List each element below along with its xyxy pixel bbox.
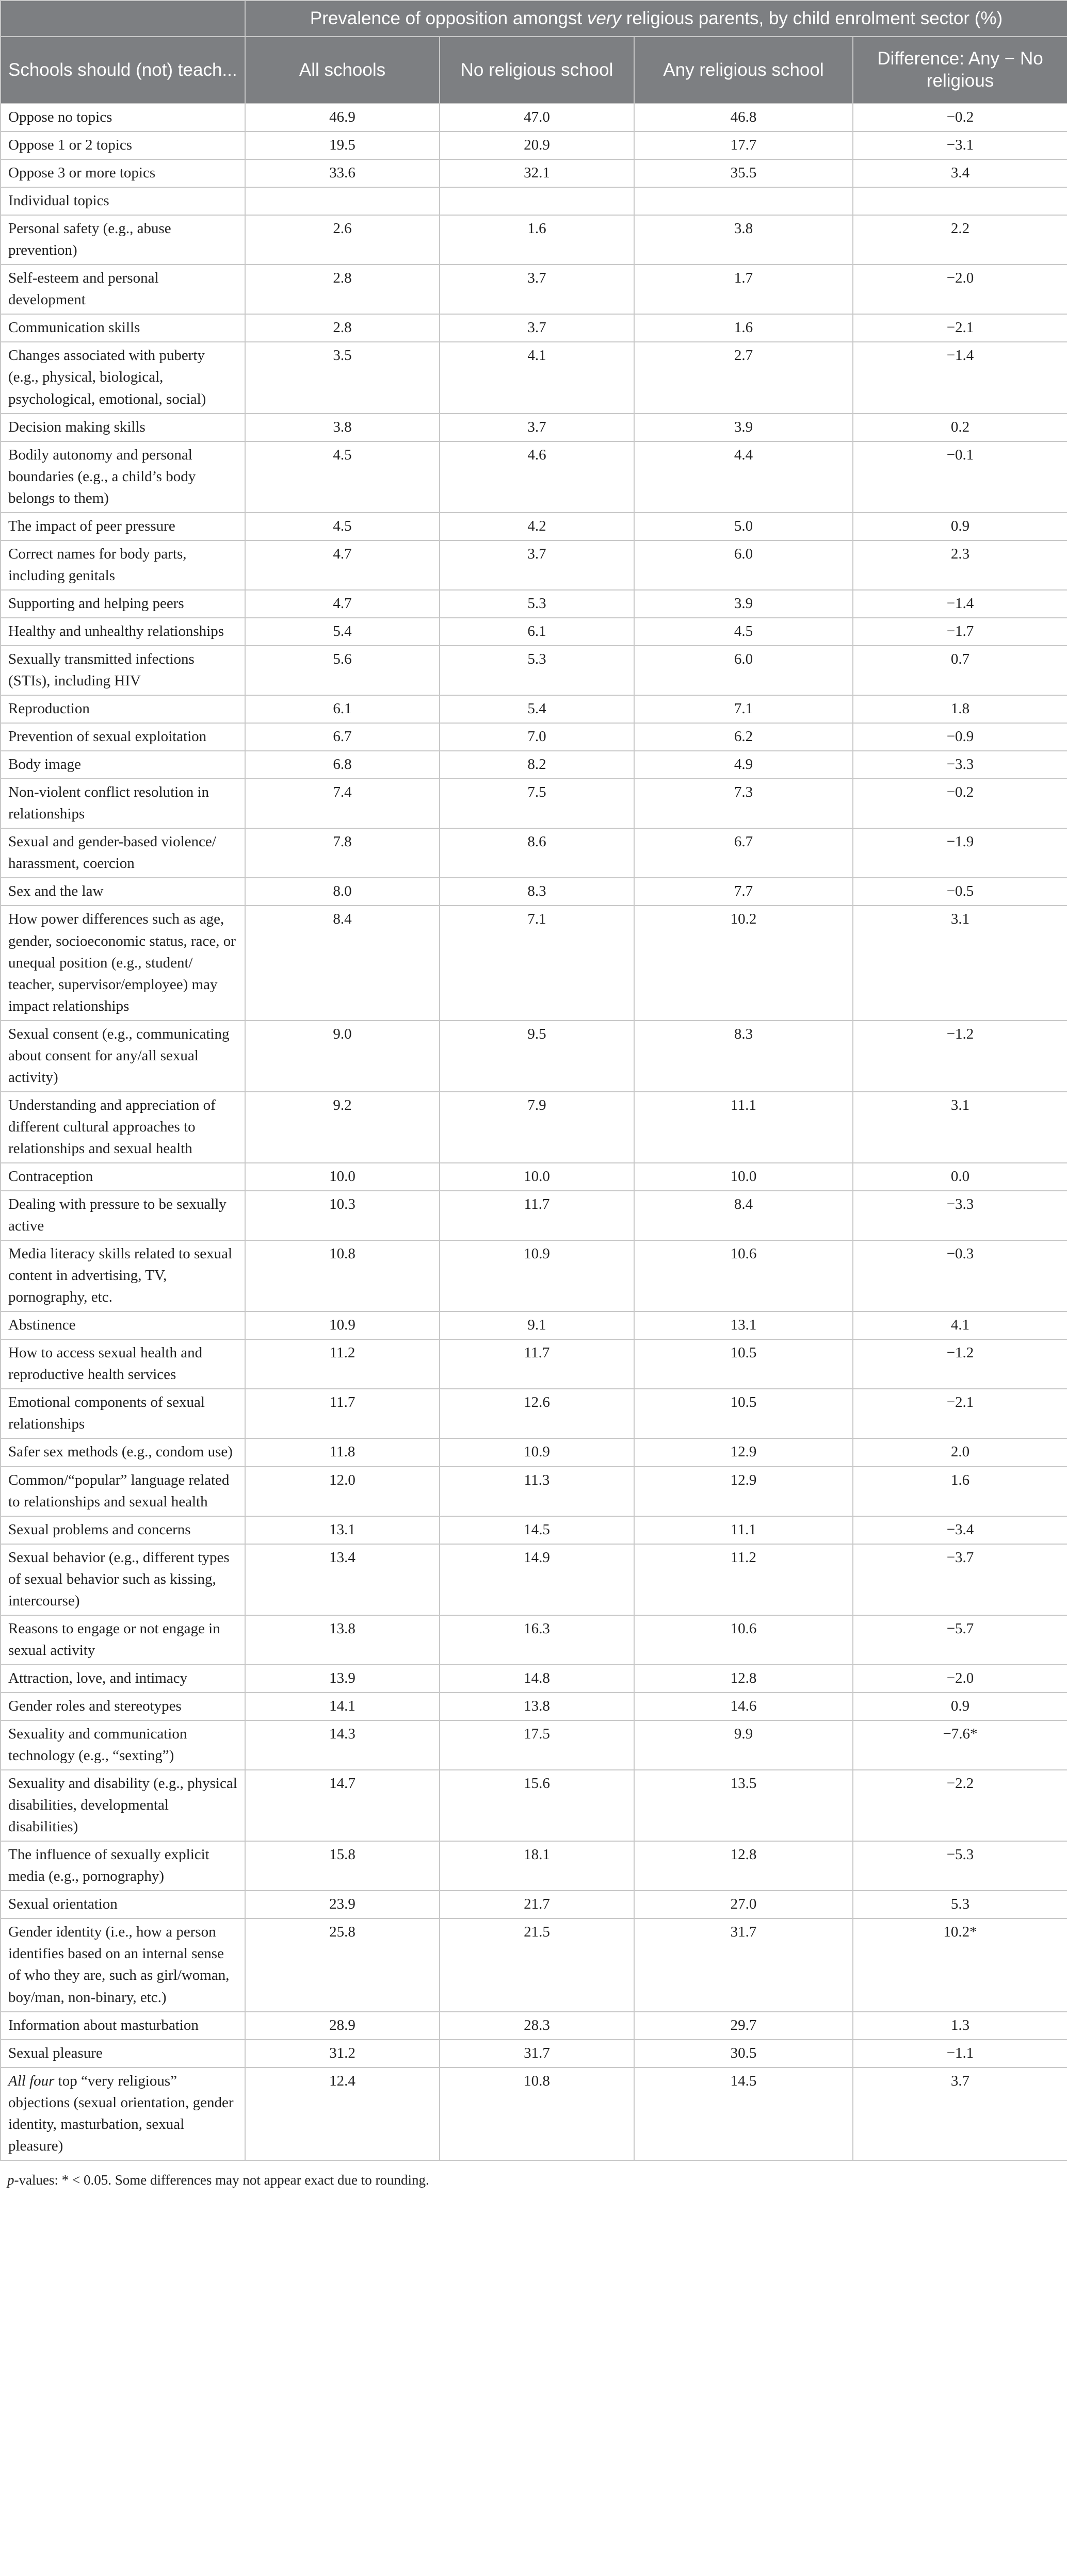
cell-value: 5.6 xyxy=(245,646,440,695)
topic-row xyxy=(1,1665,1067,1693)
row-label: Sexual consent (e.g., communicating about consent for any/all sexual activity) xyxy=(1,1021,245,1092)
cell-value: 11.1 xyxy=(634,1092,853,1163)
cell-value: 17.5 xyxy=(440,1720,634,1770)
row-label: Gender identity (i.e., how a person identifies based on an internal sense of who they are, such as girl/woman, boy/man, non-binary, etc.) xyxy=(1,1918,245,2011)
cell-value: 14.6 xyxy=(634,1693,853,1720)
row-label-text: top “very religious” objections (sexual orientation, gender identity, masturbation, sexual pleasure) xyxy=(8,2072,234,2154)
column-header: Any religious school xyxy=(634,37,853,104)
cell-value: 10.9 xyxy=(245,1311,440,1339)
topic-row xyxy=(1,646,1067,695)
row-label: Changes associated with puberty (e.g., physical, biological, psychological, emotional, social) xyxy=(1,342,245,413)
column-spanner: Prevalence of opposition amongst very religious parents, by child enrolment sector (%) xyxy=(245,1,1067,37)
topic-row xyxy=(1,540,1067,590)
cell-value: 2.3 xyxy=(853,540,1067,590)
row-label: Correct names for body parts, including genitals xyxy=(1,540,245,590)
row-label: The impact of peer pressure xyxy=(1,513,245,540)
cell-value: 3.7 xyxy=(853,2068,1067,2160)
row-label: Sexual problems and concerns xyxy=(1,1516,245,1544)
row-label: Body image xyxy=(1,751,245,779)
cell-value: −3.3 xyxy=(853,751,1067,779)
cell-value: 2.0 xyxy=(853,1438,1067,1466)
cell-value: 2.8 xyxy=(245,314,440,342)
cell-value: 14.9 xyxy=(440,1544,634,1615)
cell-empty xyxy=(634,187,853,215)
cell-value: 12.9 xyxy=(634,1467,853,1516)
row-label: Sexual behavior (e.g., different types of sexual behavior such as kissing, intercourse) xyxy=(1,1544,245,1615)
cell-value: 12.8 xyxy=(634,1841,853,1891)
topic-row xyxy=(1,1438,1067,1466)
row-label xyxy=(1,2068,245,2160)
cell-value: 29.7 xyxy=(634,2012,853,2040)
cell-value: 10.5 xyxy=(634,1389,853,1438)
cell-value: 6.7 xyxy=(245,723,440,751)
topic-row xyxy=(1,1720,1067,1770)
cell-value: 7.1 xyxy=(440,906,634,1020)
cell-value: 23.9 xyxy=(245,1891,440,1918)
cell-value: 3.1 xyxy=(853,1092,1067,1163)
row-label: Sexually transmitted infections (STIs), including HIV xyxy=(1,646,245,695)
cell-value: −3.7 xyxy=(853,1544,1067,1615)
cell-value: 1.8 xyxy=(853,695,1067,723)
row-label: Attraction, love, and intimacy xyxy=(1,1665,245,1693)
cell-value: 13.8 xyxy=(245,1615,440,1665)
row-label: Sexual pleasure xyxy=(1,2040,245,2068)
cell-value: 28.3 xyxy=(440,2012,634,2040)
topic-row xyxy=(1,1615,1067,1665)
cell-value: 3.8 xyxy=(634,215,853,265)
row-label: Safer sex methods (e.g., condom use) xyxy=(1,1438,245,1466)
cell-value: 4.4 xyxy=(634,441,853,513)
cell-value: 13.4 xyxy=(245,1544,440,1615)
stub-header: Schools should (not) teach... xyxy=(1,37,245,104)
cell-value: 3.7 xyxy=(440,414,634,441)
cell-value: 8.0 xyxy=(245,878,440,906)
cell-value: 11.7 xyxy=(440,1339,634,1389)
cell-value: 12.6 xyxy=(440,1389,634,1438)
cell-value: 6.1 xyxy=(245,695,440,723)
topic-row xyxy=(1,878,1067,906)
cell-value: 12.9 xyxy=(634,1438,853,1466)
cell-value: 1.7 xyxy=(634,265,853,314)
cell-value: −3.1 xyxy=(853,132,1067,159)
row-label: Decision making skills xyxy=(1,414,245,441)
cell-value: 13.8 xyxy=(440,1693,634,1720)
row-label: Abstinence xyxy=(1,1311,245,1339)
cell-value: 9.9 xyxy=(634,1720,853,1770)
row-label: Emotional components of sexual relationships xyxy=(1,1389,245,1438)
topic-row xyxy=(1,441,1067,513)
topic-row xyxy=(1,618,1067,646)
cell-value: −2.1 xyxy=(853,1389,1067,1438)
cell-value: −2.0 xyxy=(853,265,1067,314)
cell-value: 21.7 xyxy=(440,1891,634,1918)
topic-row xyxy=(1,1339,1067,1389)
row-label: Oppose 1 or 2 topics xyxy=(1,132,245,159)
row-label: Reproduction xyxy=(1,695,245,723)
cell-value: 9.1 xyxy=(440,1311,634,1339)
cell-value: 33.6 xyxy=(245,159,440,187)
cell-value: 2.2 xyxy=(853,215,1067,265)
column-header: Difference: Any − No religious xyxy=(853,37,1067,104)
summary-row xyxy=(1,132,1067,159)
cell-value: 10.6 xyxy=(634,1615,853,1665)
column-header: No religious school xyxy=(440,37,634,104)
cell-value: 9.5 xyxy=(440,1021,634,1092)
cell-value: −1.2 xyxy=(853,1339,1067,1389)
topic-row xyxy=(1,1163,1067,1191)
cell-value: 8.6 xyxy=(440,828,634,878)
column-header: All schools xyxy=(245,37,440,104)
cell-value: 3.4 xyxy=(853,159,1067,187)
cell-empty xyxy=(440,187,634,215)
topic-row xyxy=(1,1240,1067,1311)
cell-value: 14.5 xyxy=(440,1516,634,1544)
cell-value: 11.2 xyxy=(245,1339,440,1389)
cell-value: 3.7 xyxy=(440,540,634,590)
row-label: Oppose no topics xyxy=(1,104,245,132)
cell-value: 11.7 xyxy=(245,1389,440,1438)
cell-value: 10.9 xyxy=(440,1240,634,1311)
cell-value: 11.3 xyxy=(440,1467,634,1516)
cell-value: 10.0 xyxy=(634,1163,853,1191)
cell-value: 46.8 xyxy=(634,104,853,132)
cell-value: 1.6 xyxy=(853,1467,1067,1516)
cell-value: −0.1 xyxy=(853,441,1067,513)
cell-value: 7.5 xyxy=(440,779,634,828)
row-label: Information about masturbation xyxy=(1,2012,245,2040)
cell-value: 11.8 xyxy=(245,1438,440,1466)
cell-value: 20.9 xyxy=(440,132,634,159)
cell-value: 11.2 xyxy=(634,1544,853,1615)
row-label: How to access sexual health and reproductive health services xyxy=(1,1339,245,1389)
cell-value: 31.2 xyxy=(245,2040,440,2068)
cell-value: −1.9 xyxy=(853,828,1067,878)
row-label: Oppose 3 or more topics xyxy=(1,159,245,187)
cell-value: 5.0 xyxy=(634,513,853,540)
cell-value: 4.1 xyxy=(440,342,634,413)
cell-value: 6.7 xyxy=(634,828,853,878)
cell-value: 12.0 xyxy=(245,1467,440,1516)
topic-row xyxy=(1,590,1067,618)
topic-row xyxy=(1,2012,1067,2040)
topic-row xyxy=(1,1841,1067,1891)
cell-value: 13.5 xyxy=(634,1770,853,1841)
table-body xyxy=(1,104,1067,2160)
cell-value: −2.0 xyxy=(853,1665,1067,1693)
cell-value: 8.3 xyxy=(634,1021,853,1092)
cell-value: 9.2 xyxy=(245,1092,440,1163)
header-empty-stub xyxy=(1,1,245,37)
cell-value: 3.7 xyxy=(440,314,634,342)
cell-value: 27.0 xyxy=(634,1891,853,1918)
cell-value: 10.8 xyxy=(440,2068,634,2160)
cell-value: 46.9 xyxy=(245,104,440,132)
cell-value: 15.8 xyxy=(245,1841,440,1891)
topic-row xyxy=(1,751,1067,779)
cell-value: 7.3 xyxy=(634,779,853,828)
cell-value: 18.1 xyxy=(440,1841,634,1891)
row-label: Sexuality and disability (e.g., physical disabilities, developmental disabilities) xyxy=(1,1770,245,1841)
cell-value: 8.4 xyxy=(634,1191,853,1240)
topic-row xyxy=(1,1092,1067,1163)
row-label: How power differences such as age, gender, socioeconomic status, race, or unequal position (e.g., student/ teacher, supervisor/employee) may impact relationships xyxy=(1,906,245,1020)
cell-value: 7.0 xyxy=(440,723,634,751)
row-label: Reasons to engage or not engage in sexual activity xyxy=(1,1615,245,1665)
cell-value: 2.8 xyxy=(245,265,440,314)
cell-value: 1.6 xyxy=(634,314,853,342)
cell-value: 7.7 xyxy=(634,878,853,906)
cell-value: 13.1 xyxy=(245,1516,440,1544)
cell-value: 28.9 xyxy=(245,2012,440,2040)
cell-empty xyxy=(245,187,440,215)
cell-value: −3.3 xyxy=(853,1191,1067,1240)
cell-value: 8.3 xyxy=(440,878,634,906)
cell-value: 10.2* xyxy=(853,1918,1067,2011)
cell-value: 14.1 xyxy=(245,1693,440,1720)
topic-row xyxy=(1,1544,1067,1615)
cell-value: 6.1 xyxy=(440,618,634,646)
section-header-row xyxy=(1,187,1067,215)
cell-value: 2.6 xyxy=(245,215,440,265)
cell-value: 0.7 xyxy=(853,646,1067,695)
topic-row xyxy=(1,1467,1067,1516)
cell-value: 0.2 xyxy=(853,414,1067,441)
topic-row xyxy=(1,2040,1067,2068)
row-label: Communication skills xyxy=(1,314,245,342)
cell-value: −2.2 xyxy=(853,1770,1067,1841)
cell-value: 10.0 xyxy=(245,1163,440,1191)
header-row-spanner xyxy=(1,1,1067,37)
row-label: Dealing with pressure to be sexually active xyxy=(1,1191,245,1240)
cell-value: 5.3 xyxy=(440,646,634,695)
topic-row xyxy=(1,414,1067,441)
cell-value: −5.3 xyxy=(853,1841,1067,1891)
row-label: Contraception xyxy=(1,1163,245,1191)
cell-value: −0.5 xyxy=(853,878,1067,906)
summary-row xyxy=(1,104,1067,132)
row-label: The influence of sexually explicit media (e.g., pornography) xyxy=(1,1841,245,1891)
row-label: Supporting and helping peers xyxy=(1,590,245,618)
topic-row xyxy=(1,1191,1067,1240)
cell-value: −5.7 xyxy=(853,1615,1067,1665)
cell-value: −0.3 xyxy=(853,1240,1067,1311)
cell-value: 1.3 xyxy=(853,2012,1067,2040)
cell-value: 5.4 xyxy=(245,618,440,646)
row-label: Prevention of sexual exploitation xyxy=(1,723,245,751)
row-label: Bodily autonomy and personal boundaries (e.g., a child’s body belongs to them) xyxy=(1,441,245,513)
cell-value: −1.2 xyxy=(853,1021,1067,1092)
cell-value: 7.8 xyxy=(245,828,440,878)
cell-value: 15.6 xyxy=(440,1770,634,1841)
cell-value: 13.9 xyxy=(245,1665,440,1693)
cell-value: 6.8 xyxy=(245,751,440,779)
cell-value: 31.7 xyxy=(440,2040,634,2068)
row-label: Common/“popular” language related to relationships and sexual health xyxy=(1,1467,245,1516)
topic-row xyxy=(1,1693,1067,1720)
topic-row xyxy=(1,779,1067,828)
cell-value: 3.7 xyxy=(440,265,634,314)
cell-value: 12.8 xyxy=(634,1665,853,1693)
row-label: Individual topics xyxy=(1,187,245,215)
cell-value: 4.7 xyxy=(245,540,440,590)
topic-row xyxy=(1,314,1067,342)
cell-value: −0.2 xyxy=(853,104,1067,132)
cell-value: 5.4 xyxy=(440,695,634,723)
cell-value: 3.5 xyxy=(245,342,440,413)
cell-value: 10.2 xyxy=(634,906,853,1020)
cell-value: 1.6 xyxy=(440,215,634,265)
cell-value: 19.5 xyxy=(245,132,440,159)
summary-row xyxy=(1,159,1067,187)
cell-value: 10.6 xyxy=(634,1240,853,1311)
cell-value: 0.9 xyxy=(853,1693,1067,1720)
cell-value: 4.6 xyxy=(440,441,634,513)
table-footnote: p-values: * < 0.05. Some differences may not appear exact due to rounding. xyxy=(7,2172,429,2188)
cell-value: 25.8 xyxy=(245,1918,440,2011)
topic-row xyxy=(1,1021,1067,1092)
row-label: Sexual and gender-based violence/ harassment, coercion xyxy=(1,828,245,878)
cell-value: 10.5 xyxy=(634,1339,853,1389)
topic-row xyxy=(1,1770,1067,1841)
cell-value: 6.2 xyxy=(634,723,853,751)
cell-value: 4.1 xyxy=(853,1311,1067,1339)
cell-value: 35.5 xyxy=(634,159,853,187)
header-row-columns xyxy=(1,37,1067,104)
cell-value: 32.1 xyxy=(440,159,634,187)
row-label: Sexual orientation xyxy=(1,1891,245,1918)
topic-row xyxy=(1,828,1067,878)
cell-value: 4.5 xyxy=(245,513,440,540)
cell-value: 2.7 xyxy=(634,342,853,413)
cell-value: 10.3 xyxy=(245,1191,440,1240)
row-label-emphasis: All four xyxy=(8,2072,55,2089)
topic-row xyxy=(1,1389,1067,1438)
cell-value: 7.9 xyxy=(440,1092,634,1163)
topic-row xyxy=(1,1311,1067,1339)
cell-value: 10.0 xyxy=(440,1163,634,1191)
cell-value: 14.3 xyxy=(245,1720,440,1770)
topic-row xyxy=(1,1918,1067,2011)
cell-value: −0.2 xyxy=(853,779,1067,828)
cell-value: 3.1 xyxy=(853,906,1067,1020)
cell-empty xyxy=(853,187,1067,215)
row-label: Personal safety (e.g., abuse prevention) xyxy=(1,215,245,265)
cell-value: −2.1 xyxy=(853,314,1067,342)
cell-value: 14.7 xyxy=(245,1770,440,1841)
cell-value: 11.1 xyxy=(634,1516,853,1544)
topic-row xyxy=(1,265,1067,314)
cell-value: 3.8 xyxy=(245,414,440,441)
cell-value: −7.6* xyxy=(853,1720,1067,1770)
topic-row xyxy=(1,695,1067,723)
row-label: Sexuality and communication technology (e.g., “sexting”) xyxy=(1,1720,245,1770)
cell-value: −1.4 xyxy=(853,342,1067,413)
cell-value: 4.5 xyxy=(634,618,853,646)
cell-value: 4.7 xyxy=(245,590,440,618)
cell-value: 4.2 xyxy=(440,513,634,540)
cell-value: 4.9 xyxy=(634,751,853,779)
cell-value: 3.9 xyxy=(634,414,853,441)
cell-value: 12.4 xyxy=(245,2068,440,2160)
cell-value: −1.1 xyxy=(853,2040,1067,2068)
topic-row xyxy=(1,513,1067,540)
cell-value: −1.7 xyxy=(853,618,1067,646)
cell-value: −1.4 xyxy=(853,590,1067,618)
cell-value: 21.5 xyxy=(440,1918,634,2011)
cell-value: 4.5 xyxy=(245,441,440,513)
row-label: Understanding and appreciation of different cultural approaches to relationships and sexual health xyxy=(1,1092,245,1163)
cell-value: 10.9 xyxy=(440,1438,634,1466)
cell-value: 47.0 xyxy=(440,104,634,132)
cell-value: 14.5 xyxy=(634,2068,853,2160)
cell-value: 11.7 xyxy=(440,1191,634,1240)
row-label: Self-esteem and personal development xyxy=(1,265,245,314)
cell-value: 7.4 xyxy=(245,779,440,828)
topic-row xyxy=(1,342,1067,413)
cell-value: 17.7 xyxy=(634,132,853,159)
cell-value: 10.8 xyxy=(245,1240,440,1311)
cell-value: 13.1 xyxy=(634,1311,853,1339)
cell-value: 0.9 xyxy=(853,513,1067,540)
cell-value: 0.0 xyxy=(853,1163,1067,1191)
cell-value: 14.8 xyxy=(440,1665,634,1693)
cell-value: 5.3 xyxy=(853,1891,1067,1918)
cell-value: 7.1 xyxy=(634,695,853,723)
row-label: Non-violent conflict resolution in relationships xyxy=(1,779,245,828)
row-label: Media literacy skills related to sexual content in advertising, TV, pornography, etc. xyxy=(1,1240,245,1311)
row-label: Healthy and unhealthy relationships xyxy=(1,618,245,646)
row-label: Sex and the law xyxy=(1,878,245,906)
topic-row xyxy=(1,1891,1067,1918)
cell-value: 6.0 xyxy=(634,540,853,590)
cell-value: 5.3 xyxy=(440,590,634,618)
topic-row xyxy=(1,906,1067,1020)
topic-row xyxy=(1,723,1067,751)
cell-value: 8.4 xyxy=(245,906,440,1020)
cell-value: 8.2 xyxy=(440,751,634,779)
cell-value: −0.9 xyxy=(853,723,1067,751)
cell-value: 30.5 xyxy=(634,2040,853,2068)
cell-value: 16.3 xyxy=(440,1615,634,1665)
topic-row xyxy=(1,1516,1067,1544)
cell-value: −3.4 xyxy=(853,1516,1067,1544)
final-row xyxy=(1,2068,1067,2160)
cell-value: 31.7 xyxy=(634,1918,853,2011)
cell-value: 9.0 xyxy=(245,1021,440,1092)
cell-value: 6.0 xyxy=(634,646,853,695)
row-label: Gender roles and stereotypes xyxy=(1,1693,245,1720)
topic-row xyxy=(1,215,1067,265)
cell-value: 3.9 xyxy=(634,590,853,618)
